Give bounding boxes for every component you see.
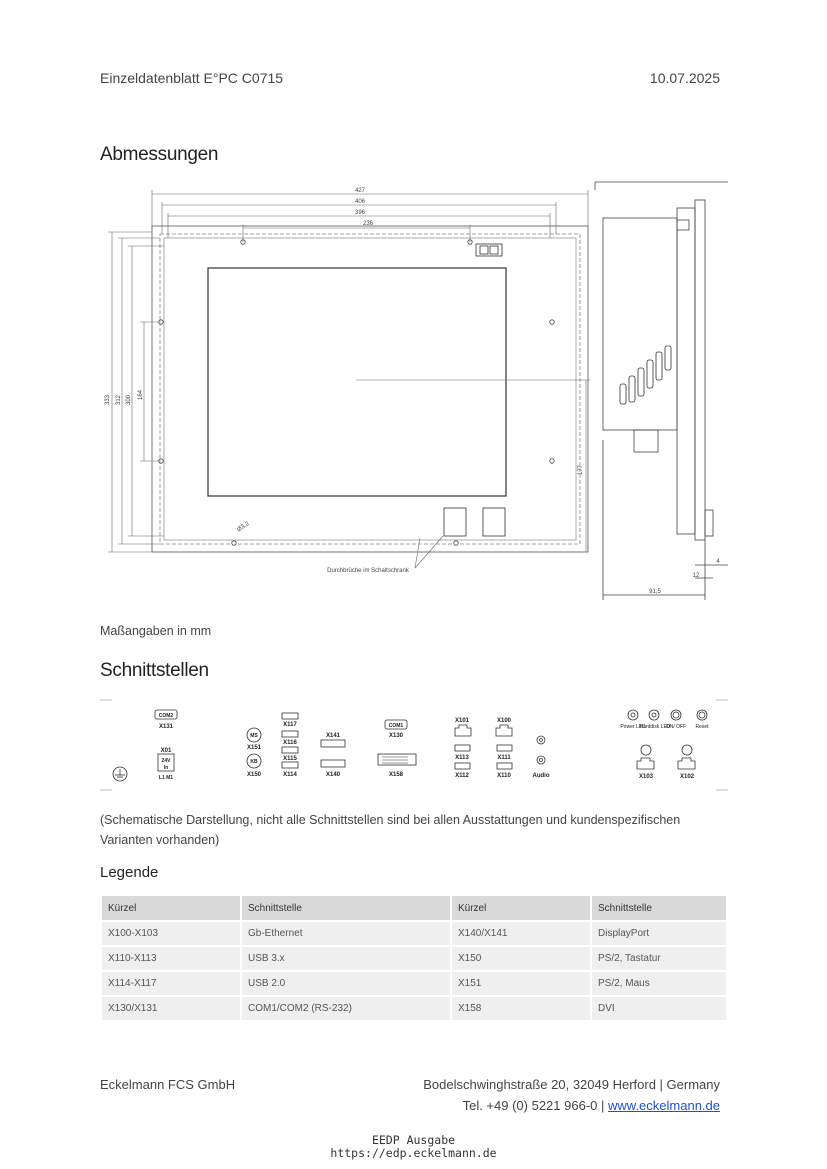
label-x130: X130 bbox=[388, 733, 404, 739]
dim-91-5: 91,5 bbox=[649, 589, 661, 595]
label-x100: X100 bbox=[496, 718, 512, 724]
dim-177: 177 bbox=[578, 464, 584, 476]
label-x101: X101 bbox=[454, 718, 470, 724]
table-row bbox=[102, 970, 726, 995]
cutout-label: Durchbrüche im Schaltschrank bbox=[327, 568, 409, 574]
label-x102: X102 bbox=[679, 774, 695, 780]
cell: DVI bbox=[592, 995, 726, 1020]
cell: X150 bbox=[452, 945, 590, 970]
cell: X110-X113 bbox=[102, 945, 240, 970]
label-pins: L1 M1 bbox=[158, 775, 174, 781]
legend-header-row bbox=[102, 896, 726, 920]
label-harddisk-led: Harddisk LED bbox=[639, 724, 671, 730]
label-com2: COM2 bbox=[158, 713, 174, 719]
interface-panel bbox=[100, 698, 728, 792]
label-reset: Reset bbox=[695, 724, 709, 730]
front-frame bbox=[152, 226, 588, 552]
cell: PS/2, Tastatur bbox=[592, 945, 726, 970]
dim-333: 333 bbox=[105, 394, 111, 406]
dimension-drawing bbox=[98, 180, 733, 605]
units-note: Maßangaben in mm bbox=[100, 624, 212, 638]
label-ms: MS bbox=[250, 733, 258, 739]
hole-label: Ø3,2 bbox=[236, 520, 251, 534]
ethernet-x103 bbox=[637, 758, 654, 769]
cell: USB 3.x bbox=[242, 945, 450, 970]
col-kuerzel-1: Kürzel bbox=[102, 896, 240, 920]
usb-x115 bbox=[282, 747, 298, 753]
dim-12: 12 bbox=[692, 573, 700, 579]
ethernet-x101 bbox=[455, 725, 471, 736]
label-x151: X151 bbox=[246, 745, 262, 751]
table-row bbox=[102, 995, 726, 1020]
label-24v: 24V bbox=[161, 758, 171, 764]
cell: X114-X117 bbox=[102, 970, 240, 995]
reset-button bbox=[697, 710, 707, 720]
displayport-x141 bbox=[321, 740, 345, 747]
label-x114: X114 bbox=[283, 772, 297, 778]
dim-164: 164 bbox=[138, 389, 144, 401]
footer-tel: Tel. +49 (0) 5221 966-0 | bbox=[462, 1098, 605, 1113]
inner-frame bbox=[164, 238, 576, 540]
cell: COM1/COM2 (RS-232) bbox=[242, 995, 450, 1020]
cell: PS/2, Maus bbox=[592, 970, 726, 995]
table-row bbox=[102, 920, 726, 945]
section-heading-dimensions: Abmessungen bbox=[100, 144, 219, 165]
label-in: In bbox=[163, 765, 169, 771]
dvi-port bbox=[378, 754, 416, 765]
label-x01: X01 bbox=[160, 748, 172, 754]
section-heading-interfaces: Schnittstellen bbox=[100, 660, 209, 681]
label-x110: X110 bbox=[497, 773, 511, 779]
document-title: Einzeldatenblatt E°PC C0715 bbox=[100, 70, 284, 86]
eedp-url: https://edp.eckelmann.de bbox=[330, 1146, 497, 1160]
legend-table bbox=[100, 896, 728, 1020]
cutout-outline bbox=[160, 234, 580, 544]
cell: X130/X131 bbox=[102, 995, 240, 1020]
legend-heading: Legende bbox=[100, 864, 159, 881]
dim-396: 396 bbox=[354, 210, 366, 216]
eedp-label: EEDP Ausgabe bbox=[371, 1133, 456, 1147]
footer-address: Bodelschwinghstraße 20, 32049 Herford | Germany bbox=[423, 1077, 720, 1092]
label-onoff: ON/ OFF bbox=[665, 724, 687, 730]
usb-x113 bbox=[455, 745, 470, 751]
label-x116: X116 bbox=[283, 740, 297, 746]
label-x131: X131 bbox=[158, 724, 174, 730]
col-schnittstelle-2: Schnittstelle bbox=[592, 896, 726, 920]
label-audio: Audio bbox=[532, 773, 550, 779]
audio-jack bbox=[537, 756, 545, 764]
usb-x114 bbox=[282, 762, 298, 768]
label-x112: X112 bbox=[455, 773, 469, 779]
label-kb: KB bbox=[250, 759, 258, 765]
dim-427: 427 bbox=[354, 188, 366, 194]
ethernet-x100 bbox=[496, 725, 512, 736]
cell: X151 bbox=[452, 970, 590, 995]
cell: X140/X141 bbox=[452, 920, 590, 945]
display-area bbox=[208, 268, 506, 496]
footer-company: Eckelmann FCS GmbH bbox=[100, 1077, 236, 1092]
dim-312: 312 bbox=[116, 394, 122, 406]
cell: DisplayPort bbox=[592, 920, 726, 945]
label-x150: X150 bbox=[246, 772, 262, 778]
dim-300: 300 bbox=[126, 394, 132, 406]
harddisk-led bbox=[649, 710, 659, 720]
ethernet-x102 bbox=[678, 758, 695, 769]
label-com1: COM1 bbox=[388, 723, 404, 729]
dim-236: 236 bbox=[362, 221, 374, 227]
label-x141: X141 bbox=[325, 733, 341, 739]
table-row bbox=[102, 945, 726, 970]
label-x158: X158 bbox=[388, 772, 404, 778]
usb-x110 bbox=[497, 763, 512, 769]
footer-contact bbox=[463, 1098, 720, 1113]
onoff-button bbox=[671, 710, 681, 720]
label-x115: X115 bbox=[283, 756, 297, 762]
power-led bbox=[628, 710, 638, 720]
displayport-x140 bbox=[321, 760, 345, 767]
side-housing bbox=[603, 218, 677, 430]
usb-x117 bbox=[282, 713, 298, 719]
usb-x112 bbox=[455, 763, 470, 769]
label-x117: X117 bbox=[283, 722, 297, 728]
label-power-led: Power LED bbox=[620, 724, 646, 730]
cell: X158 bbox=[452, 995, 590, 1020]
col-schnittstelle-1: Schnittstelle bbox=[242, 896, 450, 920]
dim-406: 406 bbox=[354, 199, 366, 205]
label-x140: X140 bbox=[325, 772, 341, 778]
col-kuerzel-2: Kürzel bbox=[452, 896, 590, 920]
label-x103: X103 bbox=[638, 774, 654, 780]
cell: X100-X103 bbox=[102, 920, 240, 945]
dim-4: 4 bbox=[716, 559, 720, 565]
cell: USB 2.0 bbox=[242, 970, 450, 995]
label-x113: X113 bbox=[455, 755, 469, 761]
label-x111: X111 bbox=[497, 755, 511, 761]
cell: Gb-Ethernet bbox=[242, 920, 450, 945]
footer-website-link[interactable]: www.eckelmann.de bbox=[608, 1098, 720, 1113]
document-date: 10.07.2025 bbox=[649, 70, 720, 86]
usb-x116 bbox=[282, 731, 298, 737]
schematic-note: (Schematische Darstellung, nicht alle Schnittstellen sind bei allen Ausstattungen und kundenspezifischen Varianten vorhanden) bbox=[100, 813, 681, 847]
usb-x111 bbox=[497, 745, 512, 751]
